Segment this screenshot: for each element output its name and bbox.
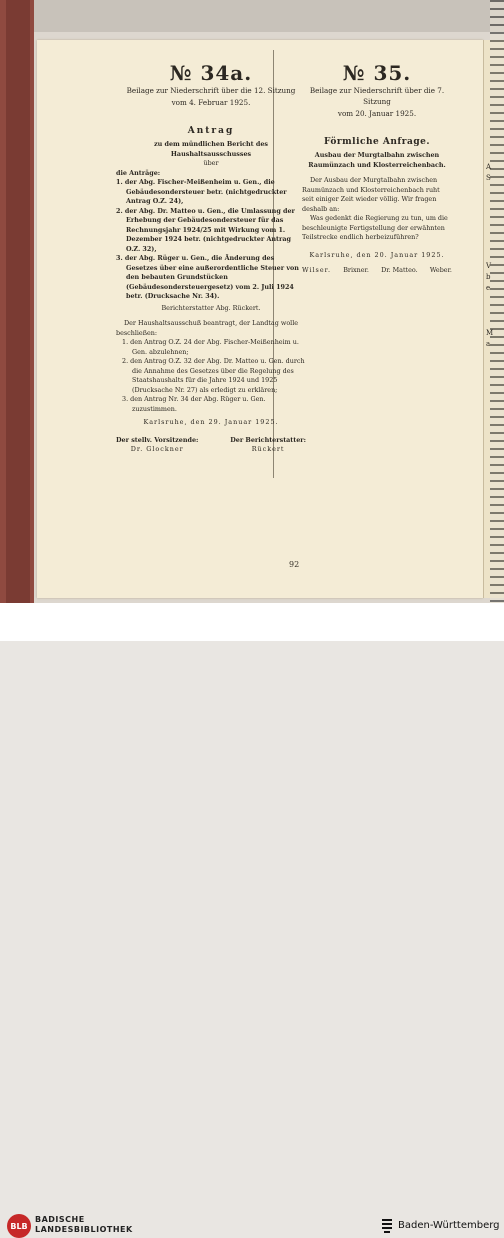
resolution-item: 2. den Antrag O.Z. 32 der Abg. Dr. Matteo u. Gen. durch die Annahme des Gesetzes über die Regelung des Staatshaushalts für die Jahre 1924 und 1925 (Drucksache Nr. 27) als erledigt zu erklären; (122, 357, 305, 394)
viewer-footer (0, 603, 504, 1234)
margin-letter: V (486, 262, 492, 270)
subtitle-line: Beilage zur Niederschrift über die 7. Sitzung (309, 86, 445, 106)
margin-letter: e (486, 284, 491, 292)
signer-name: Weber. (429, 266, 452, 274)
baden-wuerttemberg-lions-icon (380, 1218, 394, 1234)
book-cover-shadow (6, 0, 30, 603)
book-cover-top (0, 0, 504, 32)
signature-name: Rückert (251, 445, 285, 453)
state-name[interactable]: Baden-Württemberg (398, 1220, 500, 1231)
resolution-item: 1. den Antrag O.Z. 24 der Abg. Fischer-Meißenheim u. Gen. abzulehnen; (122, 338, 299, 356)
inquiry-topic: Ausbau der Murgtalbahn zwischen Raumünzach und Klosterreichenbach. (308, 151, 446, 169)
scan-area (0, 0, 504, 603)
margin-letter: b (486, 273, 491, 281)
adjacent-page-letters (486, 162, 504, 350)
reporter-line: Berichterstatter Abg. Rückert. (161, 303, 261, 312)
section-heading: Antrag (187, 126, 235, 136)
margin-letter: M (486, 329, 494, 337)
document-number: № 35. (342, 61, 412, 85)
signer-name: Wilser. (302, 266, 331, 274)
margin-letter: A (486, 163, 492, 171)
margin-letter: a (486, 340, 491, 348)
section-heading: Förmliche Anfrage. (323, 137, 430, 147)
intro-line: die Anträge: (116, 168, 161, 177)
signature-name: Dr. Glockner (130, 445, 184, 453)
right-column (302, 62, 452, 276)
inquiry-paragraph: Was gedenkt die Regierung zu tun, um die beschleunigte Fertigstellung der erwähnten Teilstrecke endlich herbeizuführen? (302, 214, 448, 241)
signature-block (116, 436, 198, 455)
motion-item: 1. der Abg. Fischer-Meißenheim u. Gen., die Gebäudesondersteuer betr. (nichtgedruckter Antrag O.Z. 24), (116, 178, 287, 205)
signers-row (302, 266, 452, 276)
signature-block (230, 436, 306, 455)
page-number: 92 (289, 560, 300, 569)
library-name-line: BADISCHE (35, 1215, 85, 1224)
signer-name: Brixner. (343, 266, 369, 274)
signature-title: Der stellv. Vorsitzende: (116, 435, 199, 444)
subtitle-line: vom 20. Januar 1925. (337, 109, 417, 118)
inquiry-paragraph: Der Ausbau der Murgtalbahn zwischen Raumünzach und Klosterreichenbach ruht seit einiger Zeit wieder völlig. Wir fragen deshalb an: (302, 176, 440, 213)
library-name[interactable] (35, 1215, 133, 1235)
signature-title: Der Berichterstatter: (230, 435, 306, 444)
resolution-intro: Der Haushaltsausschuß beantragt, der Landtag wolle beschließen: (116, 319, 299, 337)
margin-letter: S (486, 174, 491, 182)
resolution-item: 3. den Antrag Nr. 34 der Abg. Rüger u. Gen. zuzustimmen. (122, 395, 266, 413)
subtitle-line: Beilage zur Niederschrift über die 12. Sitzung (126, 86, 296, 95)
motion-item: 3. der Abg. Rüger u. Gen., die Änderung des Gesetzes über eine außerordentliche Steuer von den bebauten Grundstücken (Gebäudesondersteuergesetz) vom 2. Juli 1924 betr. (Drucksache Nr. 34). (116, 254, 299, 300)
intro-line: über (203, 159, 219, 167)
signature-row (116, 436, 306, 455)
library-name-line: LANDESBIBLIOTHEK (35, 1225, 133, 1234)
document-number: № 34a. (169, 61, 253, 85)
left-column (116, 62, 306, 455)
subtitle-line: vom 4. Februar 1925. (171, 98, 251, 107)
signer-name: Dr. Matteo. (381, 266, 418, 274)
blb-logo-icon[interactable]: BLB (7, 1214, 31, 1238)
motion-item: 2. der Abg. Dr. Matteo u. Gen., die Umlassung der Erhebung der Gebäudesondersteuer für das Rechnungsjahr 1924/25 mit Wirkung vom 1. Dezember 1924 betr. (nichtgedruckter Antrag O.Z. 32), (116, 206, 295, 253)
intro-line: zu dem mündlichen Bericht des Haushaltsausschusses (154, 140, 268, 158)
place-date: Karlsruhe, den 29. Januar 1925. (143, 418, 279, 426)
place-date: Karlsruhe, den 20. Januar 1925. (309, 250, 445, 259)
